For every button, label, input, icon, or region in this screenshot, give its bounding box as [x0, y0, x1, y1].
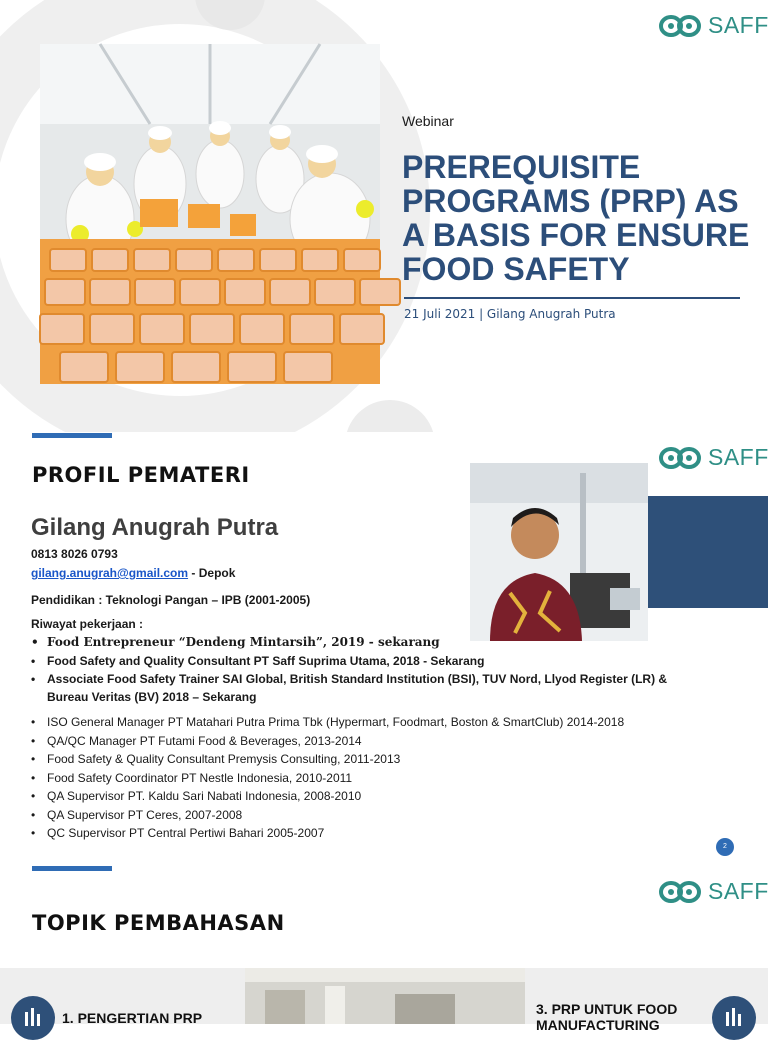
title-line: PREREQUISITE	[402, 149, 641, 185]
bar-chart-icon	[11, 996, 55, 1040]
list-item: • ISO General Manager PT Matahari Putra Prima Tbk (Hypermart, Foodmart, Boston & SmartClub) 2014-2018	[31, 713, 731, 732]
saff-logo-mark	[658, 445, 704, 471]
title-line: A BASIS FOR ENSURE	[402, 217, 750, 253]
education-line: Pendidikan : Teknologi Pangan – IPB (2001-2005)	[31, 593, 311, 607]
title-line: FOOD SAFETY	[402, 251, 630, 287]
decorative-panel	[640, 496, 768, 608]
section-title: PROFIL PEMATERI	[32, 463, 250, 487]
topic-item: 3. PRP UNTUK FOOD	[536, 1001, 678, 1017]
current-roles-list	[31, 633, 731, 689]
list-item: • Associate Food Safety Trainer SAI Global, British Standard Institution (BSI), TUV Nord, Llyod Register (LR) &	[31, 670, 731, 689]
saff-logo	[658, 878, 769, 905]
section-title: TOPIK PEMBAHASAN	[32, 911, 285, 935]
speaker-location: - Depok	[188, 566, 236, 580]
list-item: • Food Safety Coordinator PT Nestle Indonesia, 2010-2011	[31, 769, 731, 788]
speaker-name: Gilang Anugrah Putra	[31, 514, 279, 541]
title-line: PROGRAMS (PRP) AS	[402, 183, 739, 219]
list-item: • QA/QC Manager PT Futami Food & Beverages, 2013-2014	[31, 732, 731, 751]
topic-photo	[245, 968, 525, 1024]
event-type-label: Webinar	[402, 113, 454, 129]
speaker-contact	[31, 566, 235, 580]
list-item: • Food Safety & Quality Consultant Premysis Consulting, 2011-2013	[31, 750, 731, 769]
past-roles-list	[31, 713, 731, 843]
speaker-photo	[470, 463, 648, 641]
topic-item: 1. PENGERTIAN PRP	[62, 1010, 203, 1026]
speaker-profile-slide	[0, 432, 768, 864]
list-item: • Food Entrepreneur “Dendeng Mintarsih”, 2019 - sekarang	[31, 633, 731, 652]
topic-item: MANUFACTURING	[536, 1017, 660, 1033]
date-and-speaker: 21 Juli 2021 | Gilang Anugrah Putra	[404, 307, 616, 321]
list-item: • Food Safety and Quality Consultant PT Saff Suprima Utama, 2018 - Sekarang	[31, 652, 731, 671]
saff-logo-mark	[658, 13, 704, 39]
list-item: • QA Supervisor PT. Kaldu Sari Nabati Indonesia, 2008-2010	[31, 787, 731, 806]
title-slide	[0, 0, 768, 432]
brand-name: SAFF	[708, 444, 769, 470]
saff-logo	[658, 12, 769, 39]
list-item: • QC Supervisor PT Central Pertiwi Bahari 2005-2007	[31, 824, 731, 843]
food-factory-photo	[40, 44, 380, 384]
title-divider	[404, 297, 740, 299]
saff-logo	[658, 444, 769, 471]
bar-chart-icon	[712, 996, 756, 1040]
list-item: • QA Supervisor PT Ceres, 2007-2008	[31, 806, 731, 825]
section-accent-bar	[32, 433, 112, 438]
section-accent-bar	[32, 866, 112, 871]
list-item-continuation: Bureau Veritas (BV) 2018 – Sekarang	[47, 690, 257, 704]
presentation-title	[402, 150, 762, 286]
work-history-heading: Riwayat pekerjaan :	[31, 617, 144, 631]
speaker-phone: 0813 8026 0793	[31, 547, 118, 561]
topics-slide	[0, 864, 769, 1033]
brand-name: SAFF	[708, 878, 769, 904]
page-number: 2	[716, 838, 734, 856]
brand-name: SAFF	[708, 12, 769, 38]
saff-logo-mark	[658, 879, 704, 905]
speaker-email-link[interactable]: gilang.anugrah@gmail.com	[31, 566, 189, 580]
